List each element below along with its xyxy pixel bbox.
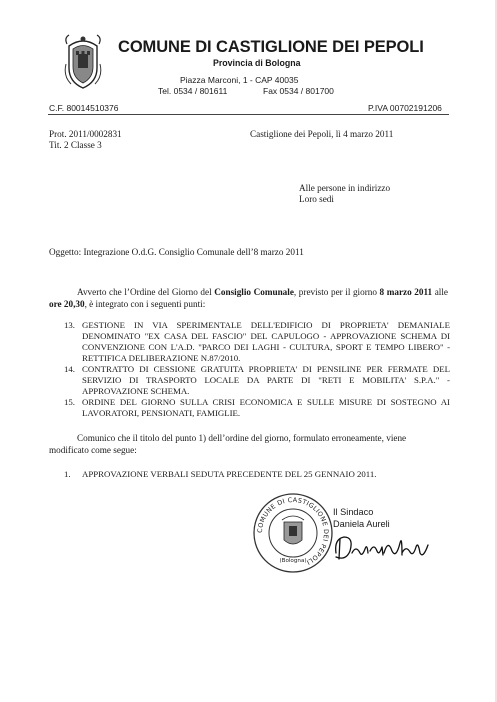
- municipal-crest-icon: [63, 34, 103, 90]
- vat-number: P.IVA 00702191206: [368, 103, 442, 113]
- letter-subject: Oggetto: Integrazione O.d.G. Consiglio Comunale dell’8 marzo 2011: [49, 247, 304, 257]
- item-number: 13.: [64, 320, 75, 330]
- protocol-number: Prot. 2011/0002831: [49, 129, 122, 139]
- municipality-title: COMUNE DI CASTIGLIONE DEI PEPOLI: [118, 38, 424, 56]
- item-text: ORDINE DEL GIORNO SULLA CRISI ECONOMICA E SULLE MISURE DI SOSTEGNO AI LAVORATORI, PENSIONATI, FAMIGLIE.: [82, 397, 450, 418]
- header-divider: [48, 114, 449, 115]
- recipient-line: Alle persone in indirizzo: [299, 183, 391, 193]
- letter-date: Castiglione dei Pepoli, lì 4 marzo 2011: [250, 129, 394, 139]
- recipient-line: Loro sedi: [299, 194, 334, 204]
- seal-text: COMUNE DI CASTIGLIONE DEI PEPOLI: [255, 495, 331, 567]
- signatory-name: Daniela Aureli: [333, 519, 390, 529]
- signatory-role: Il Sindaco: [333, 507, 374, 517]
- item-text: APPROVAZIONE VERBALI SEDUTA PRECEDENTE DEL 25 GENNAIO 2011.: [82, 469, 377, 479]
- list-item: [64, 364, 450, 397]
- item-text: CONTRATTO DI CESSIONE GRATUITA PROPRIETA' DI PENSILINE PER FERMATE DEL SERVIZIO DI TRASPORTO LOCALE DA PARTE DI "RETI E MOBILITA' S.P.A." - APPROVAZIONE SCHEMA.: [82, 364, 450, 396]
- address-line: Piazza Marconi, 1 - CAP 40035: [180, 75, 299, 85]
- item-number: 14.: [64, 364, 75, 374]
- agenda-items-list: [64, 320, 450, 419]
- telephone-number: Tel. 0534 / 801611: [158, 86, 228, 96]
- protocol-classification: Tit. 2 Classe 3: [49, 140, 102, 150]
- corrected-agenda-item: [64, 469, 450, 479]
- fax-number: Fax 0534 / 801700: [263, 86, 334, 96]
- intro-paragraph: Avverto che l’Ordine del Giorno del Consiglio Comunale, previsto per il giorno 8 marzo 2011 alle ore 20,30, è integrato con i seguenti punti:: [49, 287, 448, 309]
- official-seal-stamp: [252, 492, 334, 574]
- item-number: 15.: [64, 397, 75, 407]
- list-item: [64, 320, 450, 364]
- item-text: GESTIONE IN VIA SPERIMENTALE DELL'EDIFICIO DI PROPRIETA' DEMANIALE DENOMINATO "EX CASA DEL FASCIO" DEL CAPULOGO - APPROVAZIONE SCHEMA DI CONVENZIONE CON L'A.D. "PARCO DEI LAGHI - CULTURA, SPORT E TEMPO LIBERO" - RETTIFICA DELIBERAZIONE N.87/2010.: [82, 320, 450, 363]
- handwritten-signature: [330, 525, 432, 569]
- seal-subtext: (Bologna): [279, 558, 307, 564]
- fiscal-code: C.F. 80014510376: [49, 103, 119, 113]
- province-label: Provincia di Bologna: [213, 58, 301, 68]
- list-item: [64, 397, 450, 419]
- correction-paragraph: Comunico che il titolo del punto 1) dell’ordine del giorno, formulato erroneamente, viene modificato come segue:: [49, 433, 407, 455]
- item-number: 1.: [64, 469, 71, 479]
